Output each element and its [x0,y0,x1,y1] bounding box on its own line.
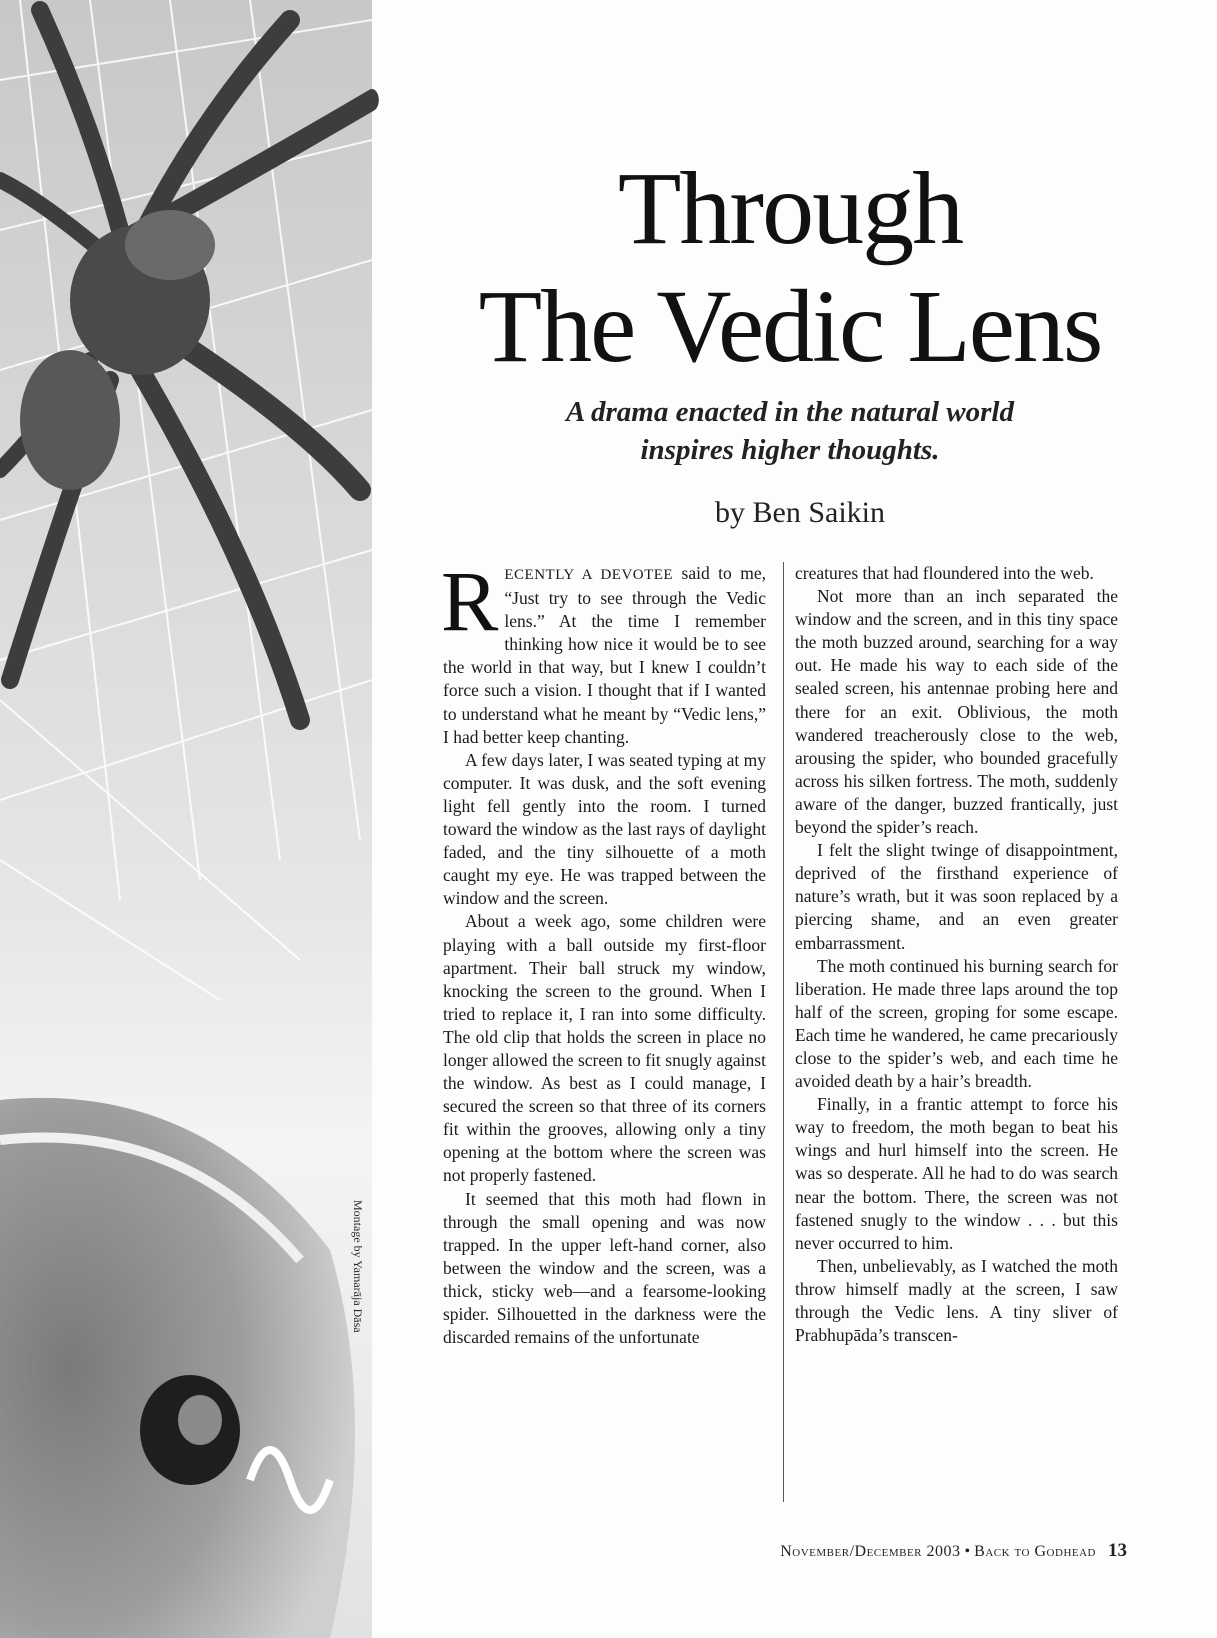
paragraph-3: About a week ago, some children were playing with a ball outside my first-floor apartment. Their ball struck my window, knocking the screen to the ground. When I tried to replace it, I ran into some difficulty. The old clip that holds the screen in place no longer allowed the screen to fit snugly against the window. As best as I could manage, I secured the screen so that three of its corners fit within the grooves, allowing only a tiny opening at the bottom where the screen was not properly fastened. [443,911,766,1186]
title-line-1: Through [617,151,963,266]
article-column-2 [795,562,1118,1347]
page-number: 13 [1108,1540,1127,1561]
drop-cap: R [441,553,499,649]
paragraph-6: I felt the slight twinge of disappointment, deprived of the firsthand experience of nature’s wrath, but it was soon replaced by a piercing shame, and an even greater embarrassment. [795,840,1118,953]
page-footer [780,1540,1127,1562]
paragraph-2: A few days later, I was seated typing at my computer. It was dusk, and the soft evening light fell gently into the room. I turned toward the window as the last rays of daylight faded, and the tiny silhouette of a moth caught my eye. He was trapped between the window and the screen. [443,749,766,909]
paragraph-1-text: said to me, “Just try to see through the Vedic lens.” At the time I remember thinking how nice it would be to see the world in that way, but I knew I couldn’t force such a vision. I thought that if I wanted to understand what he meant by “Vedic lens,” I had better keep chanting. [443,563,766,747]
subtitle-line-2: inspires higher thoughts. [640,434,940,466]
article-column-1 [441,553,766,1349]
spider-moth-montage [0,0,420,1638]
column-divider [783,562,784,1502]
magazine-name: Back to Godhead [974,1543,1096,1560]
paragraph-5: Not more than an inch separated the window and the screen, and in this tiny space the moth buzzed around, searching for a way out. He made his way to each side of the sealed screen, his antennae probing here and there for an exit. Oblivious, the moth wandered treacherously close to the web, arousing the spider, who bounded gracefully across his silken fortress. The moth, suddenly aware of the danger, buzzed frantically, just beyond the spider’s reach. [795,586,1118,838]
article-subtitle [480,393,1100,469]
paragraph-9: Then, unbelievably, as I watched the moth throw himself madly at the screen, I saw through the Vedic lens. A tiny sliver of Prabhupāda’s transcen- [795,1255,1118,1346]
illustration-credit: Montage by Yamarāja Dāsa [351,1200,365,1333]
subtitle-line-1: A drama enacted in the natural world [566,396,1014,428]
byline: by Ben Saikin [715,496,885,529]
paragraph-4: It seemed that this moth had flown in through the small opening and was now trapped. In the upper left-hand corner, also between the window and the screen, was a thick, sticky web—and a fearsome-looking spider. Silhouetted in the darkness were the discarded remains of the unfortunate [443,1188,766,1348]
footer-separator: • [964,1543,971,1560]
issue-date: November/December 2003 [780,1543,961,1560]
title-line-2: The Vedic Lens [478,269,1102,384]
article-title [430,150,1150,386]
paragraph-7: The moth continued his burning search for liberation. He made three laps around the top half of the screen, groping for some escape. Each time he wandered, he came precariously close to the spider’s web, and each time he avoided death by a hair’s breadth. [795,955,1118,1092]
paragraph-8: Finally, in a frantic attempt to force his way to freedom, the moth began to beat his wings and hurl himself into the screen. He was so desperate. All he had to do was search near the bottom. There, the screen was not fastened snugly to the window . . . but this never occurred to him. [795,1094,1118,1253]
paragraph-1 [441,553,766,749]
lead-in-smallcaps: ECENTLY A DEVOTEE [504,567,674,583]
paragraph-4-continued: creatures that had floundered into the web. [795,563,1094,583]
